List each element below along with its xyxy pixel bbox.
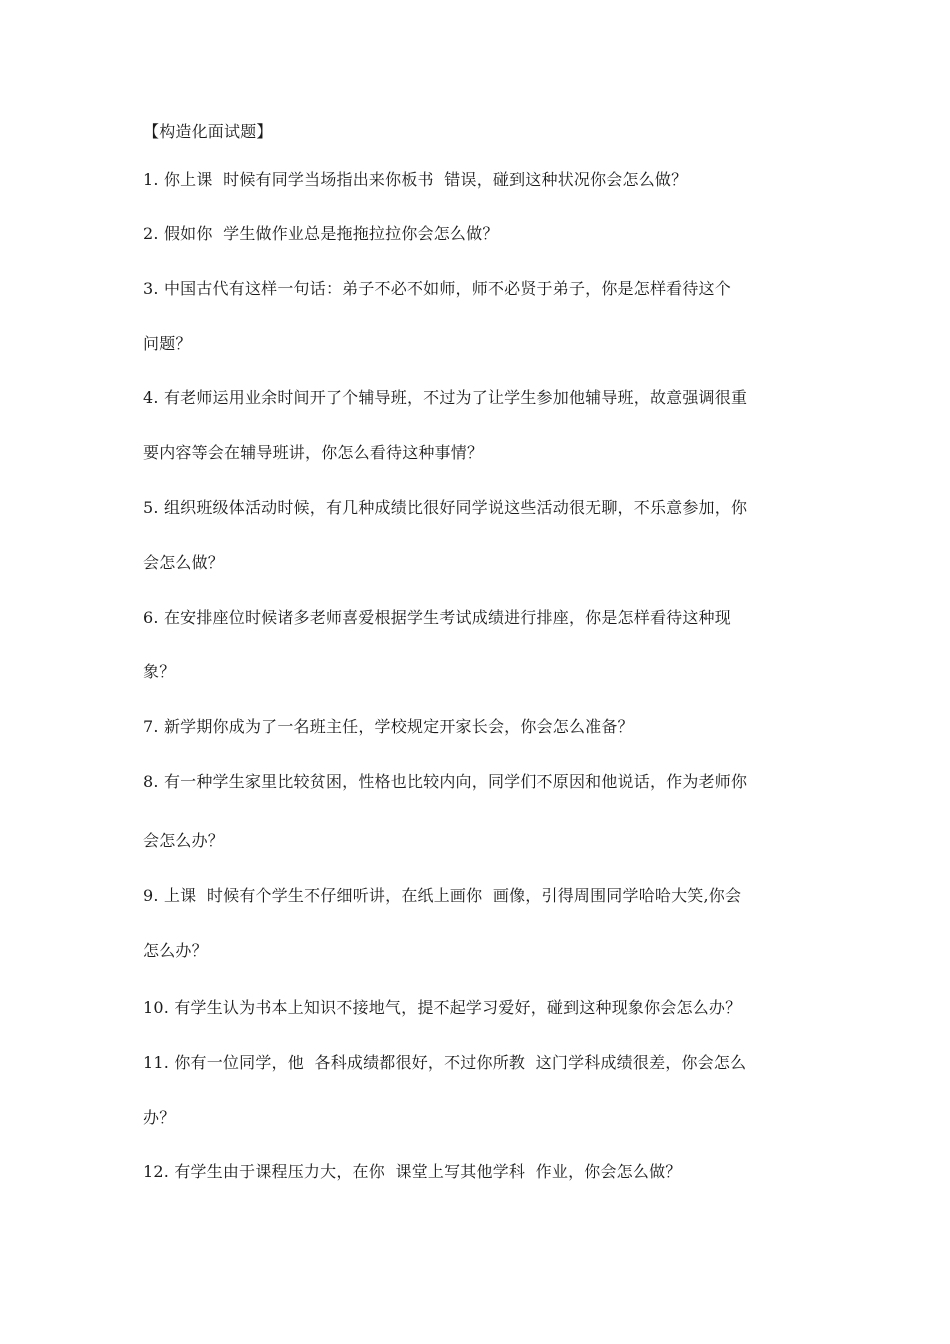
question-8-line-1: 8. 有一种学生家里比较贫困，性格也比较内向，同学们不原因和他说话，作为老师你	[143, 772, 748, 791]
document-heading: 【构造化面试题】	[143, 122, 273, 141]
question-11-line-2: 办？	[143, 1108, 176, 1127]
question-4-line-1: 4. 有老师运用业余时间开了个辅导班，不过为了让学生参加他辅导班，故意强调很重	[143, 388, 748, 407]
question-12-line-1: 12. 有学生由于课程压力大，在你 课堂上写其他学科 作业，你会怎么做？	[143, 1162, 682, 1181]
question-8-line-2: 会怎么办？	[143, 831, 225, 850]
question-1-line-1: 1. 你上课 时候有同学当场指出来你板书 错误，碰到这种状况你会怎么做？	[143, 170, 688, 189]
question-6-line-1: 6. 在安排座位时候诸多老师喜爱根据学生考试成绩进行排座，你是怎样看待这种现	[143, 608, 731, 627]
question-4-line-2: 要内容等会在辅导班讲，你怎么看待这种事情？	[143, 443, 484, 462]
question-9-line-1: 9. 上课 时候有个学生不仔细听讲，在纸上画你 画像，引得周围同学哈哈大笑,你会	[143, 886, 742, 905]
question-7-line-1: 7. 新学期你成为了一名班主任，学校规定开家长会，你会怎么准备？	[143, 717, 634, 736]
question-11-line-1: 11. 你有一位同学，他 各科成绩都很好，不过你所教 这门学科成绩很差，你会怎么	[143, 1053, 747, 1072]
question-2-line-1: 2. 假如你 学生做作业总是拖拖拉拉你会怎么做？	[143, 224, 499, 243]
question-5-line-1: 5. 组织班级体活动时候，有几种成绩比很好同学说这些活动很无聊，不乐意参加，你	[143, 498, 748, 517]
question-3-line-2: 问题？	[143, 334, 192, 353]
question-5-line-2: 会怎么做？	[143, 553, 225, 572]
question-10-line-1: 10. 有学生认为书本上知识不接地气，提不起学习爱好，碰到这种现象你会怎么办？	[143, 998, 742, 1017]
question-6-line-2: 象？	[143, 662, 176, 681]
question-3-line-1: 3. 中国古代有这样一句话：弟子不必不如师，师不必贤于弟子，你是怎样看待这个	[143, 279, 731, 298]
question-9-line-2: 怎么办？	[143, 941, 208, 960]
